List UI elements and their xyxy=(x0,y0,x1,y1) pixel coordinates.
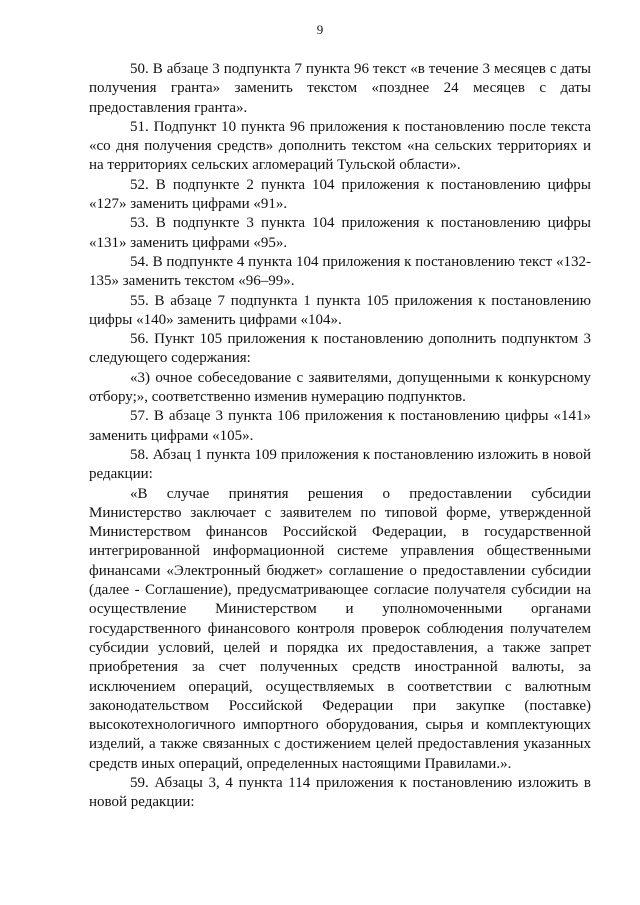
paragraph-item-52: 52. В подпункте 2 пункта 104 приложения к постановлению цифры «127» заменить цифрами «91». xyxy=(89,176,591,213)
paragraph-item-56: 56. Пункт 105 приложения к постановлению дополнить подпунктом 3 следующего содержания: xyxy=(89,331,591,367)
quoted-subpoint-3: «3) очное собеседование с заявителями, допущенными к конкурсному отбору;», соответственно изменив нумерацию подпунктов. xyxy=(89,369,591,406)
paragraph-item-55: 55. В абзаце 7 подпункта 1 пункта 105 приложения к постановлению цифры «140» заменить цифрами «104». xyxy=(89,292,591,328)
paragraph-item-59: 59. Абзацы 3, 4 пункта 114 приложения к постановлению изложить в новой редакции: xyxy=(89,774,591,811)
paragraph-item-50: 50. В абзаце 3 подпункта 7 пункта 96 текст «в течение 3 месяцев с даты получения гранта» заменить текстом «позднее 24 месяцев с даты предоставления гранта». xyxy=(89,61,591,116)
page-number: 9 xyxy=(316,22,324,37)
paragraph-item-51: 51. Подпункт 10 пункта 96 приложения к постановлению после текста «со дня получения средств» дополнить текстом «на сельских территориях и на территориях сельских агломераций Тульской области». xyxy=(89,118,591,174)
document-body xyxy=(89,60,591,813)
paragraph-item-53: 53. В подпункте 3 пункта 104 приложения к постановлению цифры «131» заменить цифрами «95». xyxy=(89,215,591,251)
paragraph-item-58: 58. Абзац 1 пункта 109 приложения к постановлению изложить в новой редакции: xyxy=(89,446,591,483)
quoted-new-wording: «В случае принятия решения о предоставлении субсидии Министерство заключает с заявителем по типовой форме, утвержденной Министерством финансов Российской Федерации, в государственной интегрированной информационной системе управления общественными финансами «Электронный бюджет» соглашение о предоставлении субсидии (далее - Соглашение), предусматривающее согласие получателя субсидии на осуществление Министерством и уполномоченными органами государственного финансового контроля проверок соблюдения получателем субсидии условий, целей и порядка их предоставления, а также запрет приобретения за счет полученных средств иностранной валюты, за исключением операций, осуществляемых в соответствии с валютным законодательством Российской Федерации при закупке (поставке) высокотехнологичного импортного оборудования, сырья и комплектующих изделий, а также связанных с достижением целей предоставления указанных средств иных операций, определенных настоящими Правилами.». xyxy=(89,485,591,772)
paragraph-item-57: 57. В абзаце 3 пункта 106 приложения к постановлению цифры «141» заменить цифрами «105». xyxy=(89,408,591,444)
paragraph-item-54: 54. В подпункте 4 пункта 104 приложения к постановлению текст «132-135» заменить текстом «96–99». xyxy=(89,253,591,290)
